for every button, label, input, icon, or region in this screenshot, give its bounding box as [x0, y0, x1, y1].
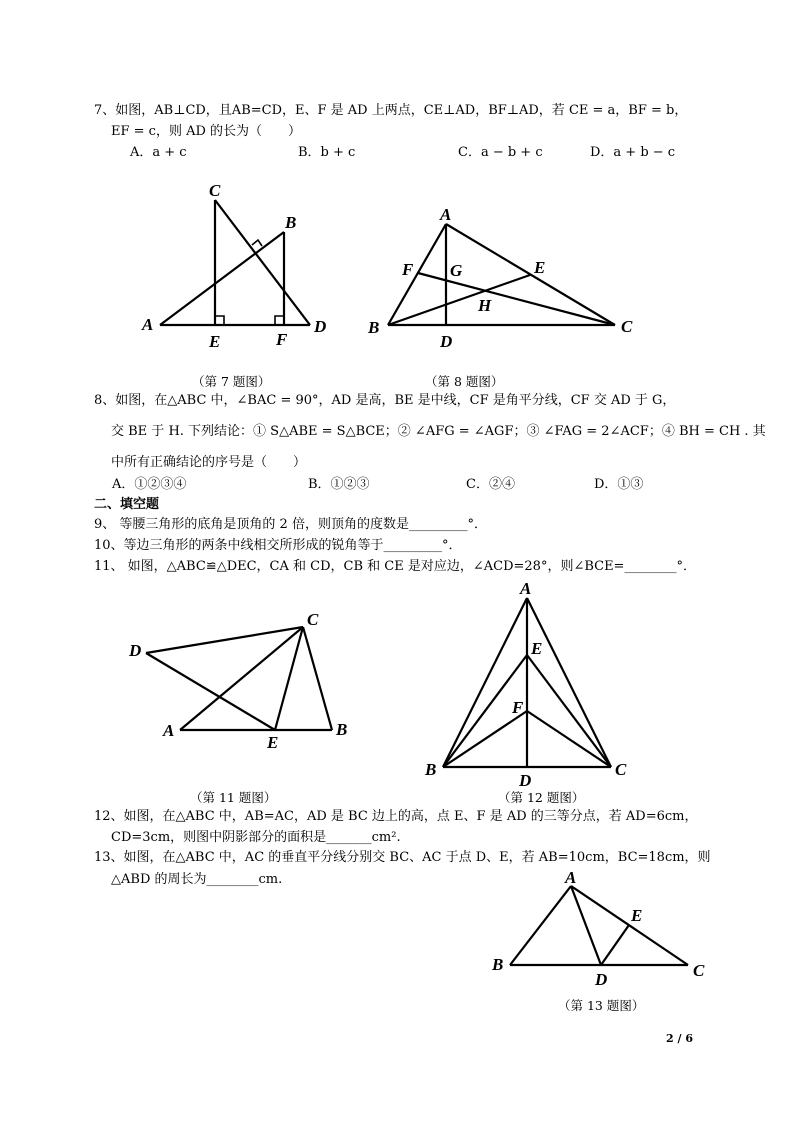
fig7-label-b: B: [285, 213, 297, 232]
fig7-right-angle-e: [215, 316, 224, 325]
fig7-caption: （第 7 题图）: [192, 374, 271, 389]
fig7-line-ab: [160, 232, 284, 325]
fig12-label-e: E: [531, 639, 543, 658]
fig8-label-h: H: [478, 296, 492, 315]
q8-line1: 8、如图，在△ABC 中，∠BAC = 90°，AD 是高，BE 是中线，CF 是角平分线，CF 交 AD 于 G，: [94, 393, 676, 408]
q7-option-a: A．a + c: [130, 145, 187, 160]
fig13-label-d: D: [595, 970, 608, 989]
q7-option-b: B．b + c: [298, 145, 356, 160]
fig12-label-b: B: [425, 760, 437, 779]
fig13-label-e: E: [631, 906, 643, 925]
q7-line2: EF = c，则 AD 的长为（ ）: [111, 124, 302, 139]
fig8-line-be: [388, 275, 530, 325]
q13-line1: 13、如图，在△ABC 中，AC 的垂直平分线分别交 BC、AC 于点 D、E，若 AB=10cm，BC=18cm，则: [94, 850, 711, 865]
q8-option-a: A．①②③④: [112, 477, 187, 492]
q7-option-c: C．a − b + c: [458, 145, 543, 160]
q8-option-b: B．①②③: [308, 477, 370, 492]
fig11-line-bc: [303, 627, 332, 730]
fig8-label-c: C: [621, 317, 633, 336]
fig8-label-f: F: [402, 260, 414, 279]
fig12-line-bf: [443, 711, 527, 767]
page-number: 2 / 6: [666, 1032, 693, 1045]
q8-line3: 中所有正确结论的序号是（ ）: [111, 455, 307, 470]
fig11-label-a: A: [163, 721, 175, 740]
q10-text: 10、等边三角形的两条中线相交所形成的锐角等于_________°．: [94, 538, 462, 553]
q12-line1: 12、如图，在△ABC 中，AB=AC，AD 是 BC 边上的高，点 E、F 是 AD 的三等分点，若 AD=6cm，: [94, 809, 698, 824]
fig11-label-c: C: [307, 610, 319, 629]
fig12-label-c: C: [615, 760, 627, 779]
fig8-label-e: E: [534, 258, 546, 277]
fig7-right-angle-f: [275, 316, 284, 325]
fig12-label-f: F: [512, 698, 524, 717]
fig8-caption: （第 8 题图）: [425, 374, 504, 389]
fig13-label-a: A: [565, 868, 577, 887]
q13-line2: △ABD 的周长为________cm.: [111, 872, 283, 887]
fig7-label-d: D: [314, 317, 327, 336]
section-heading: 二、填空题: [94, 497, 160, 512]
fig12-line-ec: [527, 655, 611, 767]
fig7-right-angle-intersection: [252, 240, 262, 246]
fig7-label-a: A: [142, 315, 154, 334]
fig11-line-dc: [146, 627, 303, 653]
fig13-line-ab: [510, 886, 571, 965]
fig8-label-d: D: [440, 332, 453, 351]
q7-line1: 7、如图，AB⊥CD，且AB=CD，E、F 是 AD 上两点，CE⊥AD，BF⊥AD，若 CE = a，BF = b，: [94, 103, 688, 118]
fig12-label-d: D: [519, 771, 532, 790]
fig11-line-de: [146, 653, 275, 730]
fig12-line-ab: [443, 598, 527, 767]
fig13-label-b: B: [492, 955, 504, 974]
q9-text: 9、 等腰三角形的底角是顶角的 2 倍，则顶角的度数是_________°．: [94, 517, 487, 532]
fig12-line-fc: [527, 711, 611, 767]
fig13-line-de: [601, 925, 629, 965]
fig11-line-ac: [180, 627, 303, 730]
q8-line2: 交 BE 于 H. 下列结论：① S△ABE = S△BCE；② ∠AFG = ∠AGF；③ ∠FAG = 2∠ACF；④ BH = CH . 其: [111, 424, 766, 439]
q8-option-c: C．②④: [466, 477, 515, 492]
q8-option-d: D．①③: [594, 477, 644, 492]
q11-text: 11、 如图，△ABC≌△DEC，CA 和 CD，CB 和 CE 是对应边，∠ACD=28°，则∠BCE=________°．: [94, 559, 696, 574]
fig11-label-e: E: [267, 733, 279, 752]
q12-line2: CD=3cm，则图中阴影部分的面积是_______cm².: [111, 830, 401, 845]
fig11-caption: （第 11 题图）: [190, 790, 277, 805]
fig12-line-ac: [527, 598, 611, 767]
fig13-label-c: C: [693, 961, 705, 980]
fig8-label-b: B: [368, 318, 380, 337]
fig11-label-b: B: [336, 720, 348, 739]
fig7-label-e: E: [209, 332, 221, 351]
fig8-line-ac: [446, 224, 615, 325]
fig8-line-ab: [388, 224, 446, 325]
fig11-line-ec: [275, 627, 303, 730]
fig12-label-a: A: [520, 579, 532, 598]
fig8-label-a: A: [440, 205, 452, 224]
fig13-line-ad: [571, 886, 601, 965]
fig12-caption: （第 12 题图）: [498, 790, 585, 805]
fig7-label-c: C: [209, 181, 221, 200]
fig7-label-f: F: [276, 330, 288, 349]
fig11-label-d: D: [129, 641, 142, 660]
fig13-caption: （第 13 题图）: [558, 998, 645, 1013]
q7-option-d: D．a + b − c: [590, 145, 676, 160]
fig8-label-g: G: [450, 261, 463, 280]
